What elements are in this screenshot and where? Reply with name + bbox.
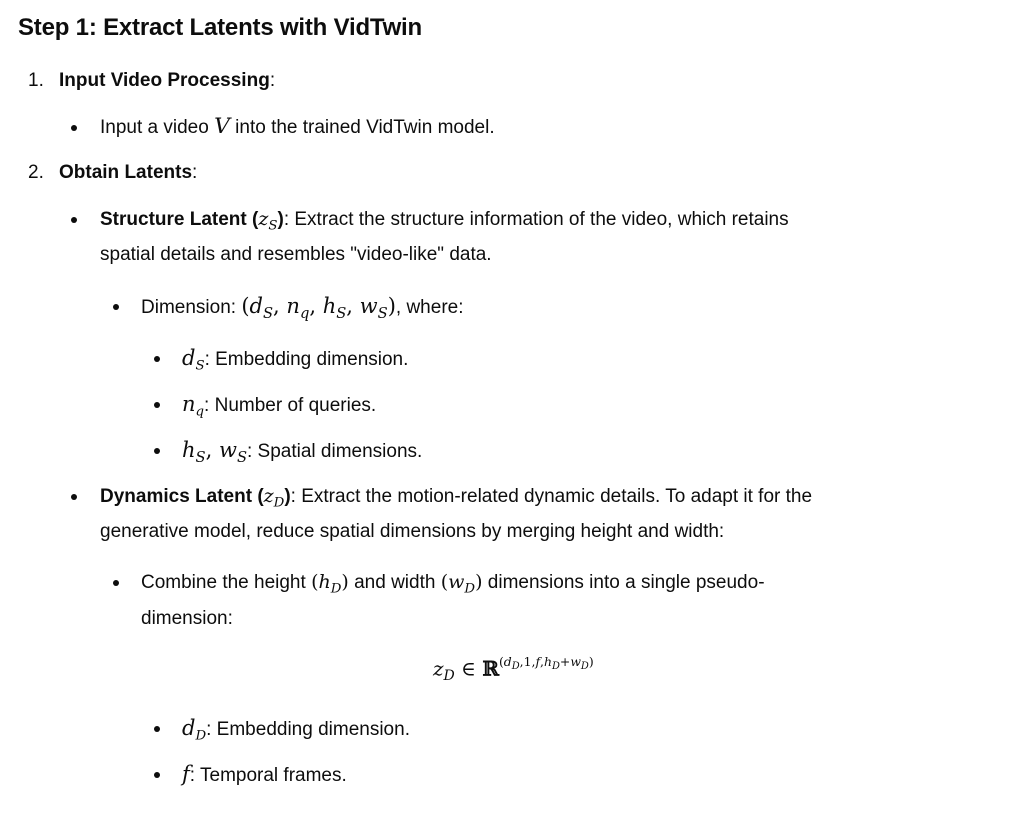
item-1-bullet-before: Input a video	[100, 117, 209, 138]
bullet-dot	[154, 772, 160, 778]
dynamics-latent-subscript: D	[273, 495, 285, 511]
structure-latent-text-2: spatial details and resembles "video-like" data.	[100, 244, 492, 265]
item-1-title: Input Video Processing	[59, 70, 270, 91]
structure-latent-label: Structure Latent	[100, 209, 247, 230]
dimension-tuple: ($d_S$, $n_q$, $h_S$, $w_S$)	[241, 294, 396, 323]
sub-item-symbol: f	[182, 762, 190, 786]
list-number-1: 1.	[28, 70, 44, 91]
dynamics-sub-item-1	[182, 716, 410, 749]
dynamics-latent-text-2: generative model, reduce spatial dimensions by merging height and width:	[100, 521, 725, 542]
bullet-dot	[71, 125, 77, 131]
sub-item-symbol: d	[182, 716, 196, 740]
bullet-dot	[71, 217, 77, 223]
bullet-dot	[71, 494, 77, 500]
bullet-dot	[154, 448, 160, 454]
spatial-dims-math: $h_S$, $w_S$	[182, 438, 247, 467]
item-2-title: Obtain Latents	[59, 162, 193, 183]
sub-item-text: : Embedding dimension.	[206, 719, 410, 740]
sub-item-subscript: D	[195, 728, 207, 744]
dimension-label: Dimension:	[141, 297, 237, 318]
sub-item-subscript: q	[195, 404, 205, 420]
dimension-where: , where:	[395, 297, 464, 318]
combine-line-2: dimension:	[141, 608, 233, 629]
bullet-dot	[154, 356, 160, 362]
sub-item-text: : Spatial dimensions.	[247, 441, 423, 462]
item-2-title-line: Obtain Latents:	[59, 162, 198, 183]
step-heading: Step 1: Extract Latents with VidTwin	[18, 14, 422, 41]
dynamics-latent-formula: $z_D$ ∈ ℝ$^{(d_D,1,f,h_D+w_D)}$	[433, 654, 594, 685]
dynamics-latent-line-1: Dynamics Latent $(z_D)$: Extract the motion-related dynamic details. To adapt it for the	[100, 485, 813, 511]
sub-item-subscript: S	[195, 358, 205, 374]
structure-sub-item-3	[182, 438, 422, 470]
sub-item-symbol: n	[182, 392, 196, 416]
sub-item-text: : Embedding dimension.	[204, 349, 409, 370]
dynamics-latent-text-1: : Extract the motion-related dynamic details. To adapt it for the	[290, 486, 813, 507]
combine-part-3: dimensions into a single pseudo-	[487, 572, 765, 593]
bullet-dot	[113, 580, 119, 586]
combine-part-2: and width	[354, 572, 436, 593]
sub-item-text: : Number of queries.	[204, 395, 377, 416]
math-v: V	[214, 114, 230, 139]
list-number-2: 2.	[28, 162, 44, 183]
structure-dimension-line	[141, 294, 464, 326]
dynamics-latent-label: Dynamics Latent	[100, 486, 253, 507]
bullet-dot	[113, 304, 119, 310]
bullet-dot	[154, 726, 160, 732]
bullet-dot	[154, 402, 160, 408]
item-1-bullet	[100, 115, 495, 140]
structure-latent-line-1: Structure Latent $(z_S)$: Extract the structure information of the video, which retains	[100, 208, 789, 234]
combine-part-1: Combine the height	[141, 572, 306, 593]
structure-sub-item-1	[182, 346, 408, 379]
structure-latent-text-1: : Extract the structure information of the video, which retains	[283, 209, 789, 230]
item-1-title-line: Input Video Processing:	[59, 70, 276, 91]
dynamics-sub-item-2	[182, 762, 347, 788]
dynamics-latent-symbol: z	[263, 485, 274, 507]
structure-latent-symbol: z	[258, 208, 269, 230]
structure-sub-item-2	[182, 392, 376, 425]
structure-latent-subscript: S	[268, 218, 278, 234]
sub-item-text: : Temporal frames.	[189, 765, 347, 786]
item-1-bullet-after: into the trained VidTwin model.	[235, 117, 495, 138]
sub-item-symbol: d	[182, 346, 196, 370]
combine-line-1: Combine the height $(h_D)$ and width $(w_D)$ dimensions into a single pseudo-	[141, 571, 765, 597]
